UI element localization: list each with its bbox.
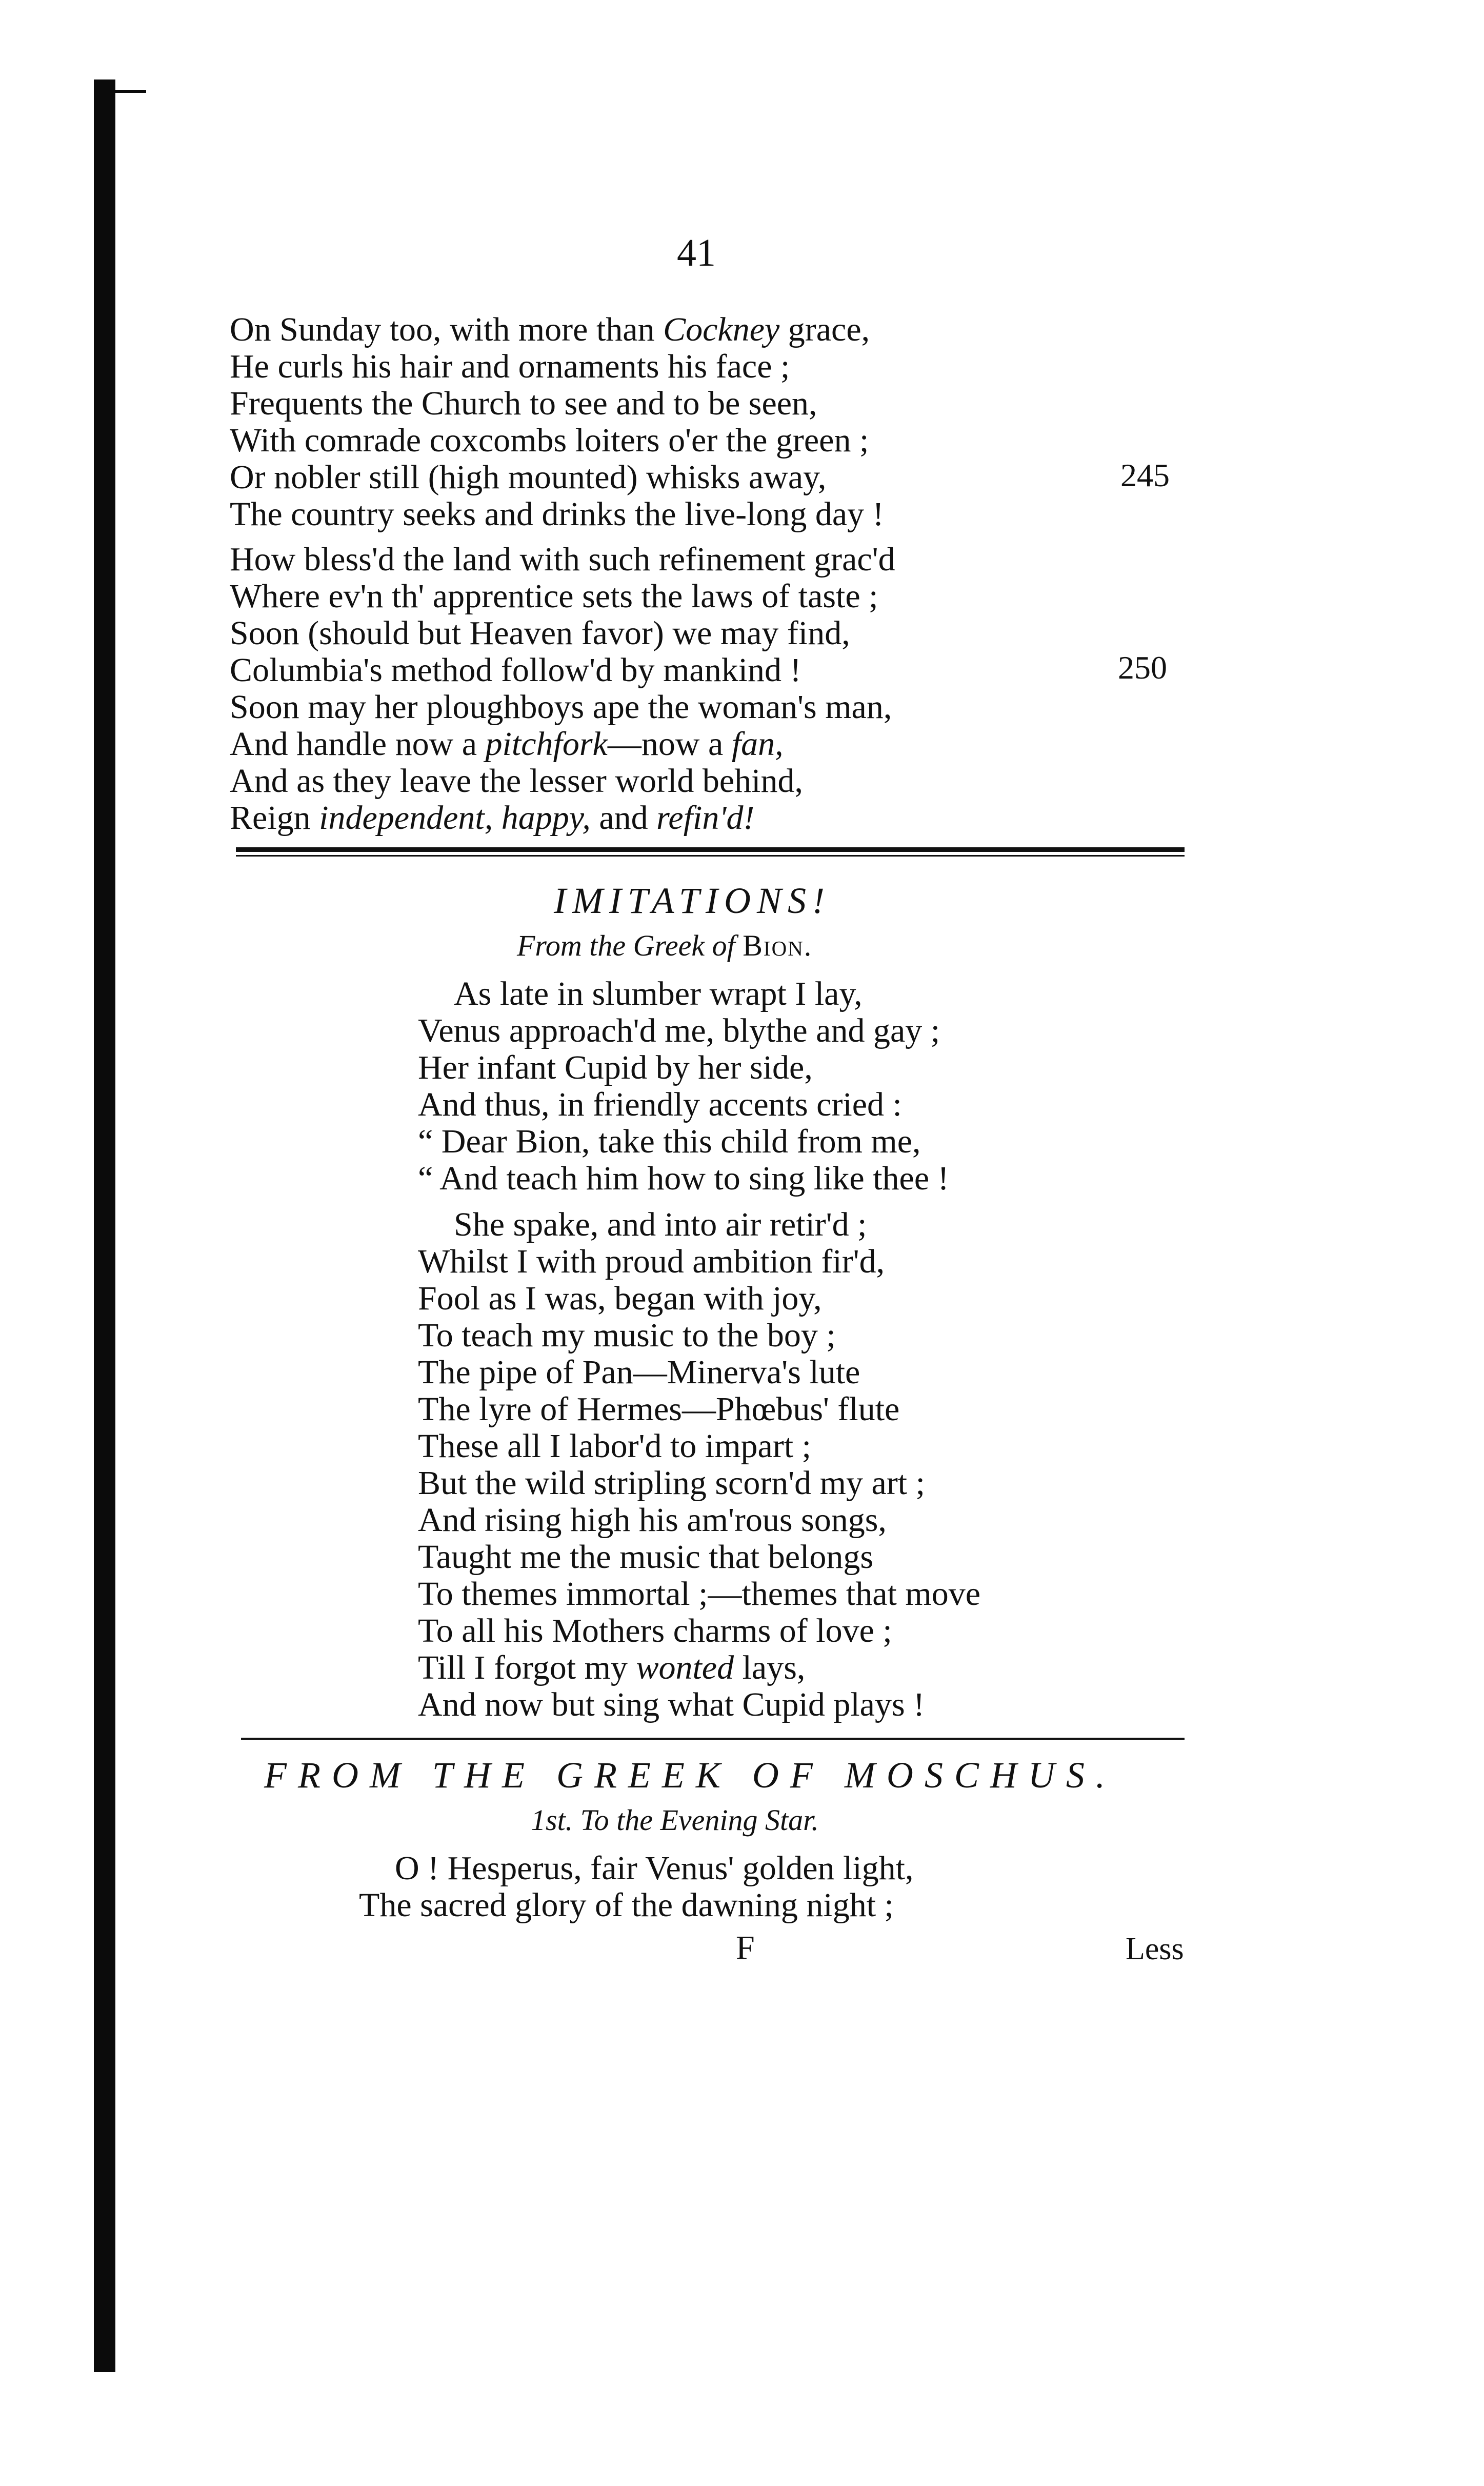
line-text: Soon may her ploughboys ape the woman's man, — [230, 688, 892, 726]
line-text: And thus, in friendly accents cried : — [418, 1086, 902, 1123]
line-text: Soon (should but Heaven favor) we may find, — [230, 614, 850, 652]
italic-text: wonted — [636, 1649, 734, 1686]
poem-line — [230, 764, 803, 798]
line-text: And now but sing what Cupid plays ! — [418, 1686, 925, 1723]
line-text: Taught me the music that belongs — [418, 1538, 874, 1576]
poem-line — [418, 1540, 873, 1574]
binding-mark — [115, 90, 146, 93]
poem-line — [418, 1125, 921, 1159]
italic-text: fan, — [731, 725, 784, 763]
poem-line — [418, 1429, 811, 1463]
line-text: Her infant Cupid by her side, — [418, 1049, 813, 1086]
poem-line — [418, 1688, 925, 1722]
poem-line — [418, 1503, 887, 1537]
line-number: 250 — [1118, 649, 1167, 686]
line-text: To themes immortal ;—themes that move — [418, 1575, 980, 1613]
poem-line — [230, 727, 784, 761]
line-text: Reign — [230, 799, 319, 837]
line-text: To teach my music to the boy ; — [418, 1317, 836, 1354]
poem-line — [454, 1208, 867, 1242]
section-divider-thin — [236, 855, 1185, 857]
poem-line — [418, 1162, 949, 1196]
poem-line — [418, 1088, 902, 1122]
line-text: And rising high his am'rous songs, — [418, 1501, 887, 1539]
poem-line — [230, 424, 869, 458]
line-text: On Sunday too, with more than — [230, 311, 664, 348]
line-text: Where ev'n th' apprentice sets the laws of taste ; — [230, 578, 878, 615]
poem-line — [395, 1849, 914, 1887]
italic-text: Cockney — [663, 311, 780, 348]
poem-line — [418, 1577, 980, 1611]
poem-line — [230, 350, 790, 384]
poem-line — [230, 313, 870, 347]
line-text: To all his Mothers charms of love ; — [418, 1612, 892, 1649]
line-text: And handle now a — [230, 725, 486, 763]
line-text: The sacred glory of the dawning night ; — [359, 1886, 894, 1924]
poem-line — [230, 387, 817, 421]
poem-line — [418, 1245, 885, 1279]
line-text: O ! Hesperus, fair Venus' golden light, — [395, 1849, 914, 1887]
section-divider-thick — [236, 847, 1185, 852]
section-divider — [241, 1738, 1185, 1740]
line-text: “ Dear Bion, take this child from me, — [418, 1123, 921, 1160]
line-text: —now a — [607, 725, 732, 763]
page-number: 41 — [677, 231, 716, 274]
line-text: But the wild stripling scorn'd my art ; — [418, 1464, 925, 1502]
poem-line — [418, 1390, 900, 1428]
line-text: Fool as I was, began with joy, — [418, 1280, 822, 1317]
line-text: Frequents the Church to see and to be seen, — [230, 385, 817, 422]
poem-line — [454, 977, 863, 1011]
line-text: grace, — [779, 311, 870, 348]
line-text: Till I forgot my — [418, 1649, 636, 1686]
line-text: Whilst I with proud ambition fir'd, — [418, 1243, 885, 1280]
poem-line — [230, 495, 884, 533]
poem-line — [418, 1319, 836, 1353]
catchword: Less — [1126, 1932, 1184, 1966]
line-text: “ And teach him how to sing like thee ! — [418, 1160, 949, 1197]
binding-edge — [94, 79, 115, 2372]
poem-line — [230, 461, 826, 494]
line-text: How bless'd the land with such refinement grac'd — [230, 541, 895, 578]
line-text: The pipe of Pan—Minerva's lute — [418, 1354, 860, 1391]
line-text: lays, — [734, 1649, 806, 1686]
poem-line — [418, 1466, 925, 1500]
line-text: The country seeks and drinks the live-long day ! — [230, 495, 884, 533]
line-number: 245 — [1120, 457, 1170, 493]
line-text: These all I labor'd to impart ; — [418, 1427, 811, 1465]
line-text: Columbia's method follow'd by mankind ! — [230, 651, 801, 689]
line-text: And as they leave the lesser world behind, — [230, 762, 804, 800]
section-subtitle: 1st. To the Evening Star. — [531, 1803, 819, 1837]
subtitle-text: From the Greek of — [517, 929, 743, 962]
poem-line — [230, 653, 801, 687]
poem-line — [418, 1014, 940, 1048]
line-text: The lyre of Hermes—Phœbus' flute — [418, 1390, 900, 1428]
poem-line — [418, 1651, 805, 1685]
poem-line — [230, 801, 754, 835]
poem-line — [230, 543, 895, 576]
italic-text: refin'd! — [656, 799, 755, 837]
poem-line — [418, 1614, 892, 1648]
italic-text: independent, happy, — [319, 799, 591, 837]
poem-line — [230, 616, 850, 650]
line-text: Venus approach'd me, blythe and gay ; — [418, 1012, 940, 1049]
subtitle-author: Bion. — [743, 929, 813, 962]
section-title: IMITATIONS! — [554, 880, 831, 921]
line-text: As late in slumber wrapt I lay, — [454, 975, 863, 1012]
line-text: She spake, and into air retir'd ; — [454, 1206, 867, 1243]
section-title: FROM THE GREEK OF MOSCHUS. — [264, 1755, 1116, 1796]
signature-mark: F — [736, 1929, 755, 1966]
line-text: He curls his hair and ornaments his face ; — [230, 348, 790, 385]
line-text: and — [590, 799, 657, 837]
italic-text: pitchfork — [485, 725, 608, 763]
poem-line — [359, 1888, 894, 1922]
poem-line — [230, 580, 878, 613]
poem-line — [230, 690, 892, 724]
line-text: Or nobler still (high mounted) whisks away, — [230, 459, 827, 496]
section-subtitle — [517, 928, 812, 963]
poem-line — [418, 1282, 822, 1316]
poem-line — [418, 1051, 813, 1085]
line-text: With comrade coxcombs loiters o'er the green ; — [230, 422, 869, 459]
poem-line — [418, 1356, 860, 1389]
